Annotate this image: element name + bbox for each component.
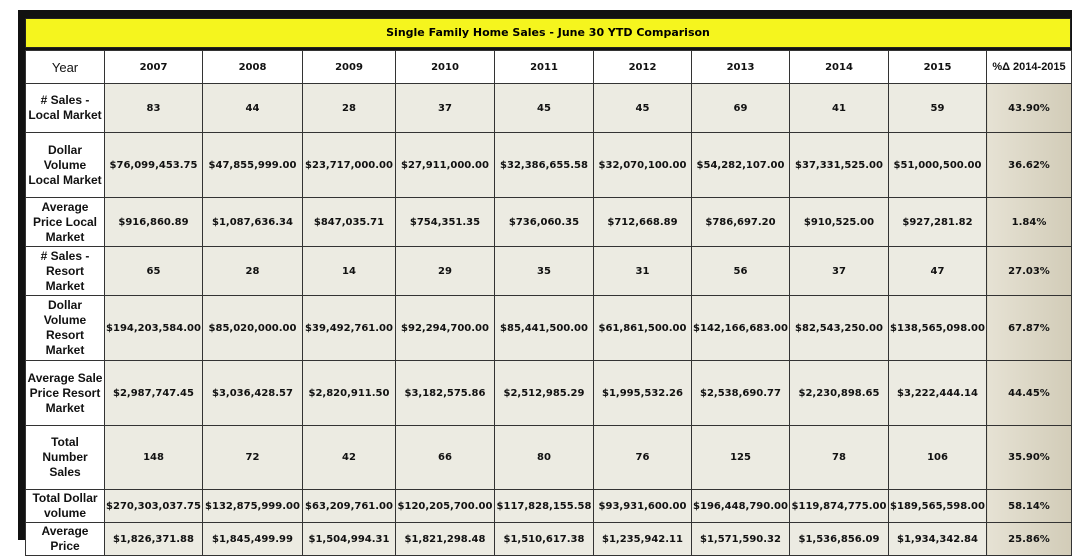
- table-cell: $1,536,856.09: [790, 523, 889, 556]
- pct-change-cell: 25.86%: [987, 523, 1072, 556]
- table-cell: 44: [203, 84, 303, 133]
- column-header-year-2011: 2011: [495, 51, 594, 84]
- table-cell: 14: [303, 247, 396, 296]
- table-cell: 69: [692, 84, 790, 133]
- table-cell: $2,820,911.50: [303, 361, 396, 426]
- table-cell: 37: [396, 84, 495, 133]
- column-header-year-2010: 2010: [396, 51, 495, 84]
- table-row: [26, 296, 1072, 361]
- table-cell: $39,492,761.00: [303, 296, 396, 361]
- table-cell: 78: [790, 426, 889, 490]
- table-cell: $119,874,775.00: [790, 490, 889, 523]
- header-row: [26, 51, 1072, 84]
- table-cell: 148: [105, 426, 203, 490]
- table-cell: $82,543,250.00: [790, 296, 889, 361]
- table-cell: $120,205,700.00: [396, 490, 495, 523]
- table-row: [26, 198, 1072, 247]
- table-cell: $2,987,747.45: [105, 361, 203, 426]
- table-cell: 29: [396, 247, 495, 296]
- table-cell: 28: [203, 247, 303, 296]
- pct-change-cell: 27.03%: [987, 247, 1072, 296]
- table-cell: 28: [303, 84, 396, 133]
- table-cell: $1,571,590.32: [692, 523, 790, 556]
- pct-change-cell: 67.87%: [987, 296, 1072, 361]
- table-cell: $1,826,371.88: [105, 523, 203, 556]
- table-cell: 45: [495, 84, 594, 133]
- row-label: Total Number Sales: [26, 426, 105, 490]
- table-cell: 42: [303, 426, 396, 490]
- table-cell: 35: [495, 247, 594, 296]
- pct-change-cell: 35.90%: [987, 426, 1072, 490]
- table-cell: $910,525.00: [790, 198, 889, 247]
- table-cell: $27,911,000.00: [396, 133, 495, 198]
- table-cell: $132,875,999.00: [203, 490, 303, 523]
- table-cell: $3,036,428.57: [203, 361, 303, 426]
- table-cell: 65: [105, 247, 203, 296]
- table-cell: $32,070,100.00: [594, 133, 692, 198]
- table-cell: 72: [203, 426, 303, 490]
- table-cell: 47: [889, 247, 987, 296]
- row-label: Average Price: [26, 523, 105, 556]
- table-cell: $927,281.82: [889, 198, 987, 247]
- table-cell: $85,020,000.00: [203, 296, 303, 361]
- table-cell: $1,995,532.26: [594, 361, 692, 426]
- table-cell: $786,697.20: [692, 198, 790, 247]
- table-cell: $189,565,598.00: [889, 490, 987, 523]
- table-cell: $32,386,655.58: [495, 133, 594, 198]
- table-cell: 31: [594, 247, 692, 296]
- table-cell: $1,934,342.84: [889, 523, 987, 556]
- table-cell: 56: [692, 247, 790, 296]
- table-cell: $63,209,761.00: [303, 490, 396, 523]
- table-cell: 76: [594, 426, 692, 490]
- table-title: Single Family Home Sales - June 30 YTD Comparison: [25, 18, 1071, 48]
- table-cell: $138,565,098.00: [889, 296, 987, 361]
- table-cell: $93,931,600.00: [594, 490, 692, 523]
- table-cell: 37: [790, 247, 889, 296]
- table-cell: $37,331,525.00: [790, 133, 889, 198]
- row-label: Average Sale Price Resort Market: [26, 361, 105, 426]
- table-cell: $1,087,636.34: [203, 198, 303, 247]
- row-label: Dollar Volume Local Market: [26, 133, 105, 198]
- table-cell: 125: [692, 426, 790, 490]
- table-cell: $3,222,444.14: [889, 361, 987, 426]
- table-cell: $2,538,690.77: [692, 361, 790, 426]
- table-cell: $3,182,575.86: [396, 361, 495, 426]
- table-cell: 41: [790, 84, 889, 133]
- sales-comparison-table: [25, 50, 1072, 556]
- table-cell: $92,294,700.00: [396, 296, 495, 361]
- table-cell: $1,504,994.31: [303, 523, 396, 556]
- column-header-year-2015: 2015: [889, 51, 987, 84]
- column-header-year-2014: 2014: [790, 51, 889, 84]
- table-cell: $54,282,107.00: [692, 133, 790, 198]
- row-label: Average Price Local Market: [26, 198, 105, 247]
- table-cell: $1,845,499.99: [203, 523, 303, 556]
- table-cell: 80: [495, 426, 594, 490]
- row-label: Total Dollar volume: [26, 490, 105, 523]
- table-cell: $712,668.89: [594, 198, 692, 247]
- pct-change-cell: 58.14%: [987, 490, 1072, 523]
- table-row: [26, 247, 1072, 296]
- pct-change-cell: 44.45%: [987, 361, 1072, 426]
- table-cell: 45: [594, 84, 692, 133]
- table-cell: $23,717,000.00: [303, 133, 396, 198]
- table-cell: $76,099,453.75: [105, 133, 203, 198]
- table-cell: 66: [396, 426, 495, 490]
- table-row: [26, 133, 1072, 198]
- pct-change-cell: 36.62%: [987, 133, 1072, 198]
- table-body: [26, 84, 1072, 556]
- table-cell: 106: [889, 426, 987, 490]
- column-header-year-2013: 2013: [692, 51, 790, 84]
- table-cell: $142,166,683.00: [692, 296, 790, 361]
- table-row: [26, 426, 1072, 490]
- column-header-year-2007: 2007: [105, 51, 203, 84]
- row-label: # Sales - Local Market: [26, 84, 105, 133]
- table-cell: $61,861,500.00: [594, 296, 692, 361]
- table-cell: $916,860.89: [105, 198, 203, 247]
- table-cell: $51,000,500.00: [889, 133, 987, 198]
- table-cell: 83: [105, 84, 203, 133]
- table-cell: $47,855,999.00: [203, 133, 303, 198]
- column-header-year-2009: 2009: [303, 51, 396, 84]
- column-header-pct-change: %Δ 2014-2015: [987, 51, 1072, 84]
- table-cell: $1,821,298.48: [396, 523, 495, 556]
- table-cell: $754,351.35: [396, 198, 495, 247]
- row-label: Dollar Volume Resort Market: [26, 296, 105, 361]
- table-cell: $196,448,790.00: [692, 490, 790, 523]
- pct-change-cell: 1.84%: [987, 198, 1072, 247]
- table-cell: $270,303,037.75: [105, 490, 203, 523]
- table-frame: [18, 10, 1072, 553]
- table-cell: $1,510,617.38: [495, 523, 594, 556]
- table-cell: $2,230,898.65: [790, 361, 889, 426]
- table-row: [26, 84, 1072, 133]
- pct-change-cell: 43.90%: [987, 84, 1072, 133]
- table-row: [26, 523, 1072, 556]
- column-header-year-2012: 2012: [594, 51, 692, 84]
- table-cell: $1,235,942.11: [594, 523, 692, 556]
- table-cell: $85,441,500.00: [495, 296, 594, 361]
- table-cell: $117,828,155.58: [495, 490, 594, 523]
- column-header-year-2008: 2008: [203, 51, 303, 84]
- table-row: [26, 490, 1072, 523]
- row-label: # Sales - Resort Market: [26, 247, 105, 296]
- table-cell: 59: [889, 84, 987, 133]
- table-row: [26, 361, 1072, 426]
- table-cell: $2,512,985.29: [495, 361, 594, 426]
- column-header-year: Year: [26, 51, 105, 84]
- table-cell: $194,203,584.00: [105, 296, 203, 361]
- table-cell: $847,035.71: [303, 198, 396, 247]
- table-cell: $736,060.35: [495, 198, 594, 247]
